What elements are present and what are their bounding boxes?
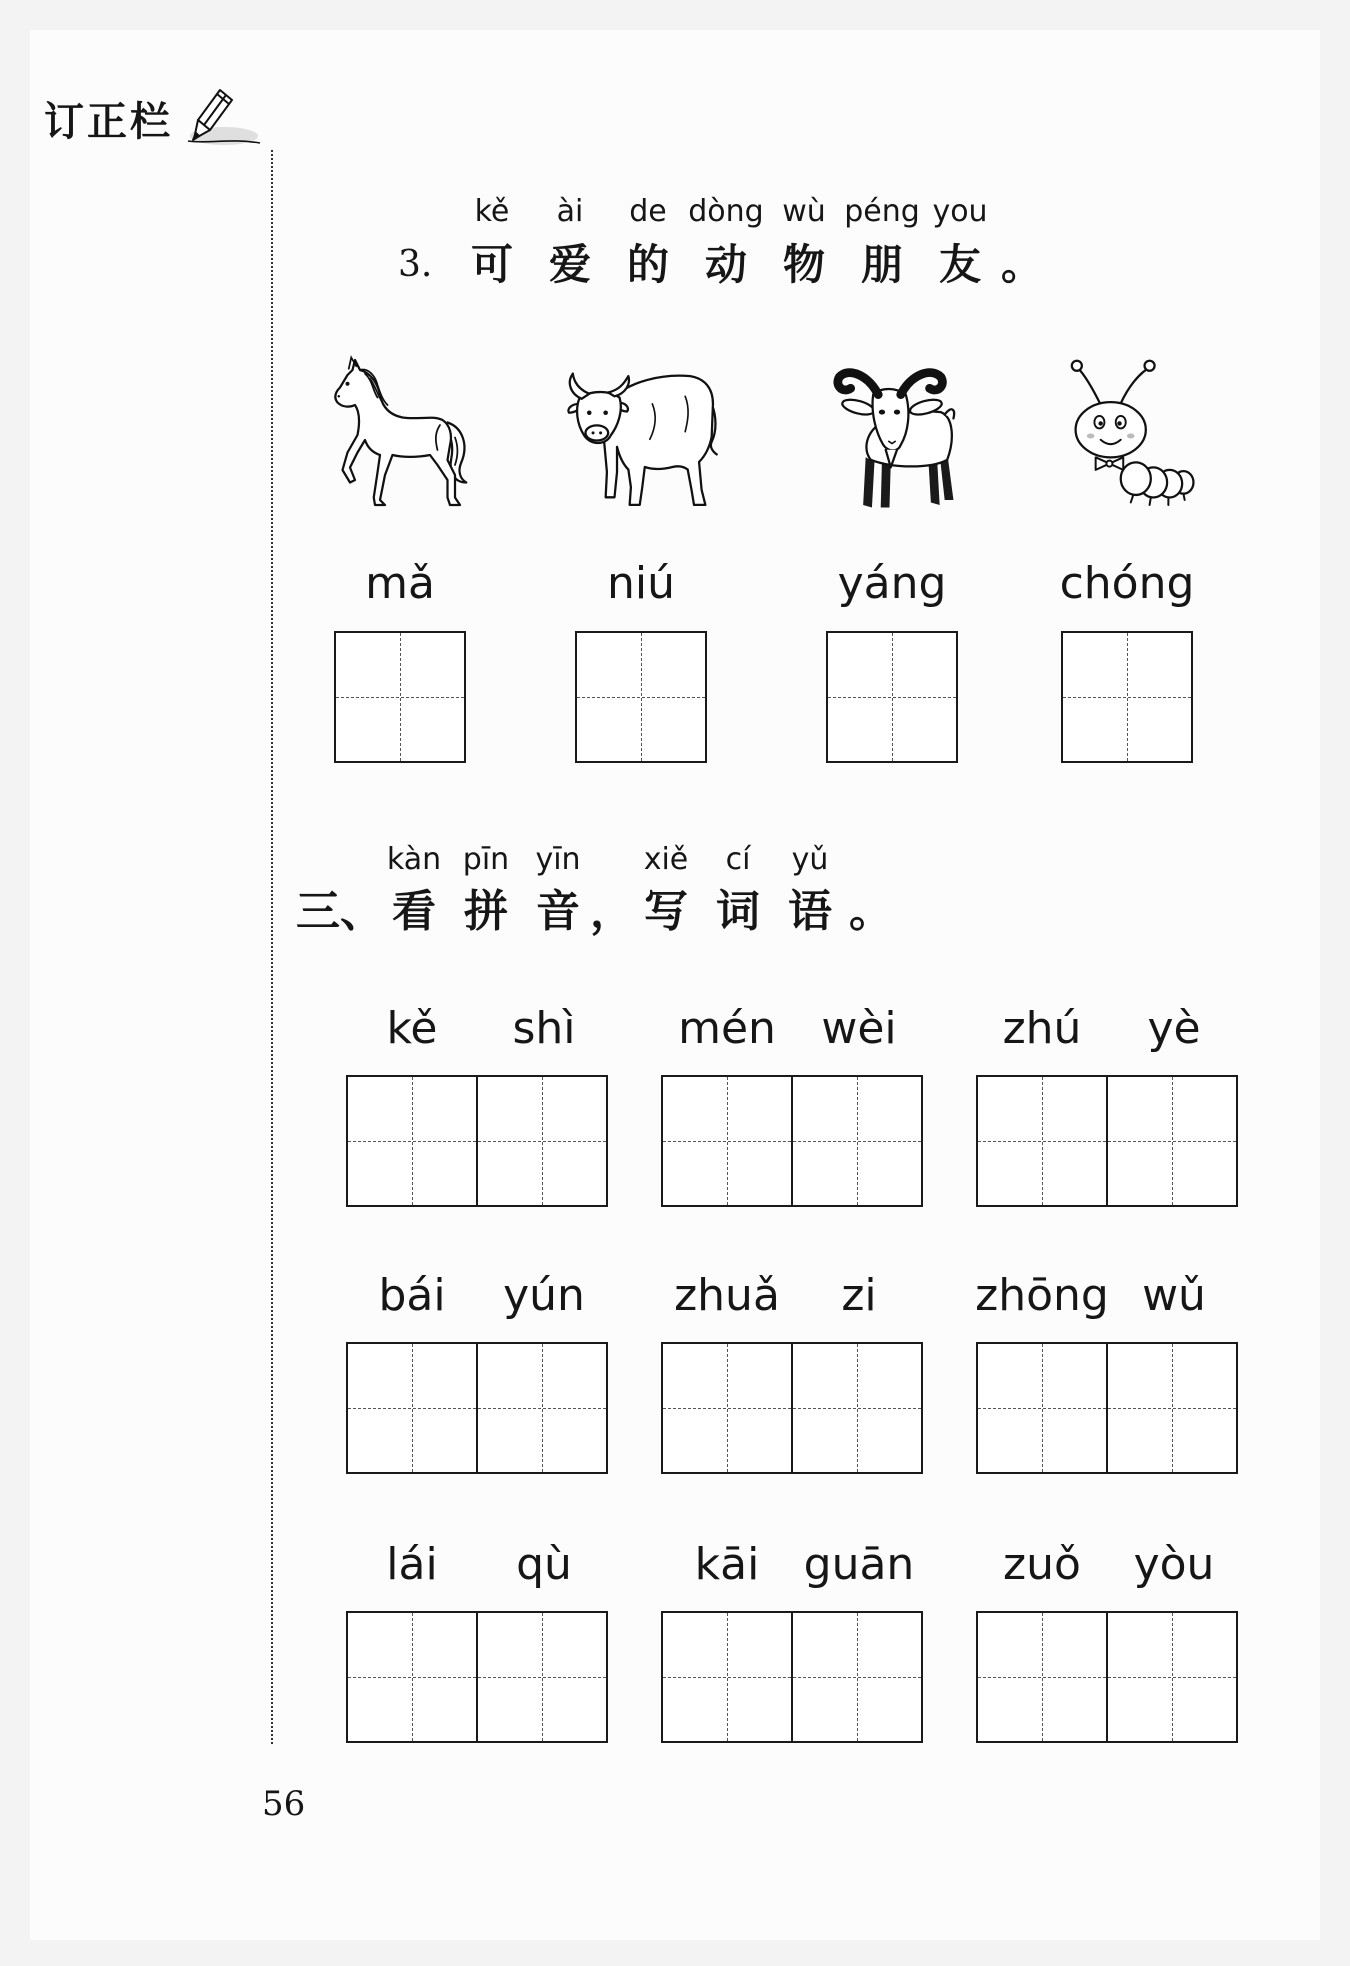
animal-pinyin: niú (607, 558, 675, 609)
word-item (976, 1003, 1240, 1207)
word-row (346, 1270, 1240, 1474)
word-pinyin: bái (378, 1270, 446, 1321)
writing-cell-pair (346, 1342, 610, 1474)
correction-margin-divider (271, 150, 273, 1744)
title-hanzi: 音 (536, 886, 580, 937)
title-pinyin: dòng (688, 194, 764, 229)
writing-cell (346, 1611, 478, 1743)
writing-cell-pair (976, 1075, 1240, 1207)
title-pinyin: yǔ (791, 842, 829, 877)
title-end-mark-column (999, 230, 1045, 291)
writing-cell (791, 1075, 923, 1207)
writing-cell-pair (346, 1075, 610, 1207)
writing-cell (791, 1611, 923, 1743)
title-hanzi: 拼 (464, 886, 508, 937)
word-item (661, 1270, 925, 1474)
word-pinyin: zuǒ (1003, 1539, 1081, 1590)
title-char (774, 842, 846, 938)
writing-cell (976, 1611, 1108, 1743)
word-pinyin: yún (503, 1270, 585, 1321)
title-comma: ， (590, 886, 634, 937)
writing-cell (1106, 1611, 1238, 1743)
page-number: 56 (262, 1784, 306, 1824)
animal-item-goat (792, 350, 992, 763)
writing-cell-pair (346, 1611, 610, 1743)
writing-cell (1106, 1075, 1238, 1207)
title-char (702, 842, 774, 938)
writing-cell-pair (661, 1611, 925, 1743)
writing-cell (661, 1611, 793, 1743)
title-hanzi: 看 (392, 886, 436, 937)
horse-illustration (330, 350, 470, 515)
title-hanzi: 的 (626, 240, 669, 289)
animal-item-caterpillar (1027, 350, 1227, 763)
writing-cell (1061, 631, 1193, 763)
title-char (453, 194, 531, 291)
title-pinyin: ài (556, 194, 584, 229)
animal-pinyin: mǎ (365, 558, 435, 609)
title-char (765, 194, 843, 291)
ox-illustration (564, 350, 718, 515)
word-item (976, 1539, 1240, 1743)
title-end-mark: 。 (1000, 240, 1043, 289)
goat-illustration (828, 350, 956, 515)
word-item (346, 1539, 610, 1743)
word-pinyin: kě (386, 1003, 438, 1054)
word-pinyin: shì (512, 1003, 576, 1054)
animal-item-horse (300, 350, 500, 763)
writing-cell (575, 631, 707, 763)
word-pinyin: zhú (1002, 1003, 1082, 1054)
title-pinyin: xiě (643, 842, 689, 877)
writing-cell-pair (661, 1342, 925, 1474)
title-end-mark-column (846, 878, 896, 938)
title-char (522, 842, 594, 938)
section-three-numeral-column (296, 878, 384, 938)
title-hanzi: 动 (704, 240, 747, 289)
word-item (976, 1270, 1240, 1474)
word-pinyin: lái (386, 1539, 438, 1590)
pencil-icon (180, 84, 262, 148)
title-pinyin: kàn (386, 842, 442, 877)
title-char (450, 842, 522, 938)
writing-cell (476, 1611, 608, 1743)
writing-cell (1106, 1342, 1238, 1474)
section-3-number-column (398, 230, 453, 291)
writing-cell (661, 1342, 793, 1474)
word-item (661, 1539, 925, 1743)
title-hanzi: 友 (938, 240, 981, 289)
title-char (630, 842, 702, 938)
writing-cell-pair (976, 1611, 1240, 1743)
writing-cell (826, 631, 958, 763)
writing-cell (476, 1342, 608, 1474)
word-pinyin: kāi (694, 1539, 760, 1590)
correction-column-label: 订正栏 (44, 99, 173, 145)
title-pinyin: kě (474, 194, 510, 229)
title-pinyin: wù (782, 194, 826, 229)
title-hanzi: 写 (644, 886, 688, 937)
title-char (609, 194, 687, 291)
writing-cell (346, 1075, 478, 1207)
title-hanzi: 词 (716, 886, 760, 937)
writing-cell (476, 1075, 608, 1207)
title-hanzi: 朋 (860, 240, 903, 289)
word-pinyin: zhōng (975, 1270, 1109, 1321)
title-char (531, 194, 609, 291)
word-pinyin: wèi (821, 1003, 897, 1054)
title-pinyin: pīn (462, 842, 510, 877)
writing-cell (346, 1342, 478, 1474)
title-char (378, 842, 450, 938)
section-3-number: 3. (398, 244, 433, 285)
word-pinyin: mén (678, 1003, 776, 1054)
writing-cell (976, 1342, 1108, 1474)
word-pinyin: wǔ (1142, 1270, 1206, 1321)
title-pinyin: you (932, 194, 988, 229)
word-pinyin: zhuǎ (674, 1270, 780, 1321)
title-pinyin: péng (844, 194, 920, 229)
section-three-title (296, 842, 896, 938)
word-item (346, 1003, 610, 1207)
word-pinyin: qù (516, 1539, 572, 1590)
title-hanzi: 语 (788, 886, 832, 937)
caterpillar-illustration (1058, 350, 1196, 515)
word-pinyin: zi (841, 1270, 877, 1321)
title-char (921, 194, 999, 291)
word-item (661, 1003, 925, 1207)
animal-item-ox (541, 350, 741, 763)
title-end-mark: 。 (849, 886, 893, 937)
title-pinyin: cí (725, 842, 751, 877)
title-hanzi: 可 (470, 240, 513, 289)
title-pinyin: yīn (535, 842, 581, 877)
section-3-title (398, 194, 1045, 291)
title-char (843, 194, 921, 291)
title-comma-column (590, 878, 634, 938)
section-three-numeral: 三、 (296, 886, 384, 937)
word-pinyin: guān (803, 1539, 915, 1590)
word-item (346, 1270, 610, 1474)
title-hanzi: 物 (782, 240, 825, 289)
writing-cell (791, 1342, 923, 1474)
writing-cell-pair (976, 1342, 1240, 1474)
animal-pinyin: chóng (1059, 558, 1195, 609)
word-pinyin: yè (1147, 1003, 1201, 1054)
animal-pinyin: yáng (837, 558, 947, 609)
writing-cell-pair (661, 1075, 925, 1207)
word-pinyin: yòu (1133, 1539, 1215, 1590)
title-char (687, 194, 765, 291)
writing-cell (334, 631, 466, 763)
word-row (346, 1539, 1240, 1743)
writing-cell (976, 1075, 1108, 1207)
title-hanzi: 爱 (548, 240, 591, 289)
title-pinyin: de (629, 194, 667, 229)
writing-cell (661, 1075, 793, 1207)
word-row (346, 1003, 1240, 1207)
